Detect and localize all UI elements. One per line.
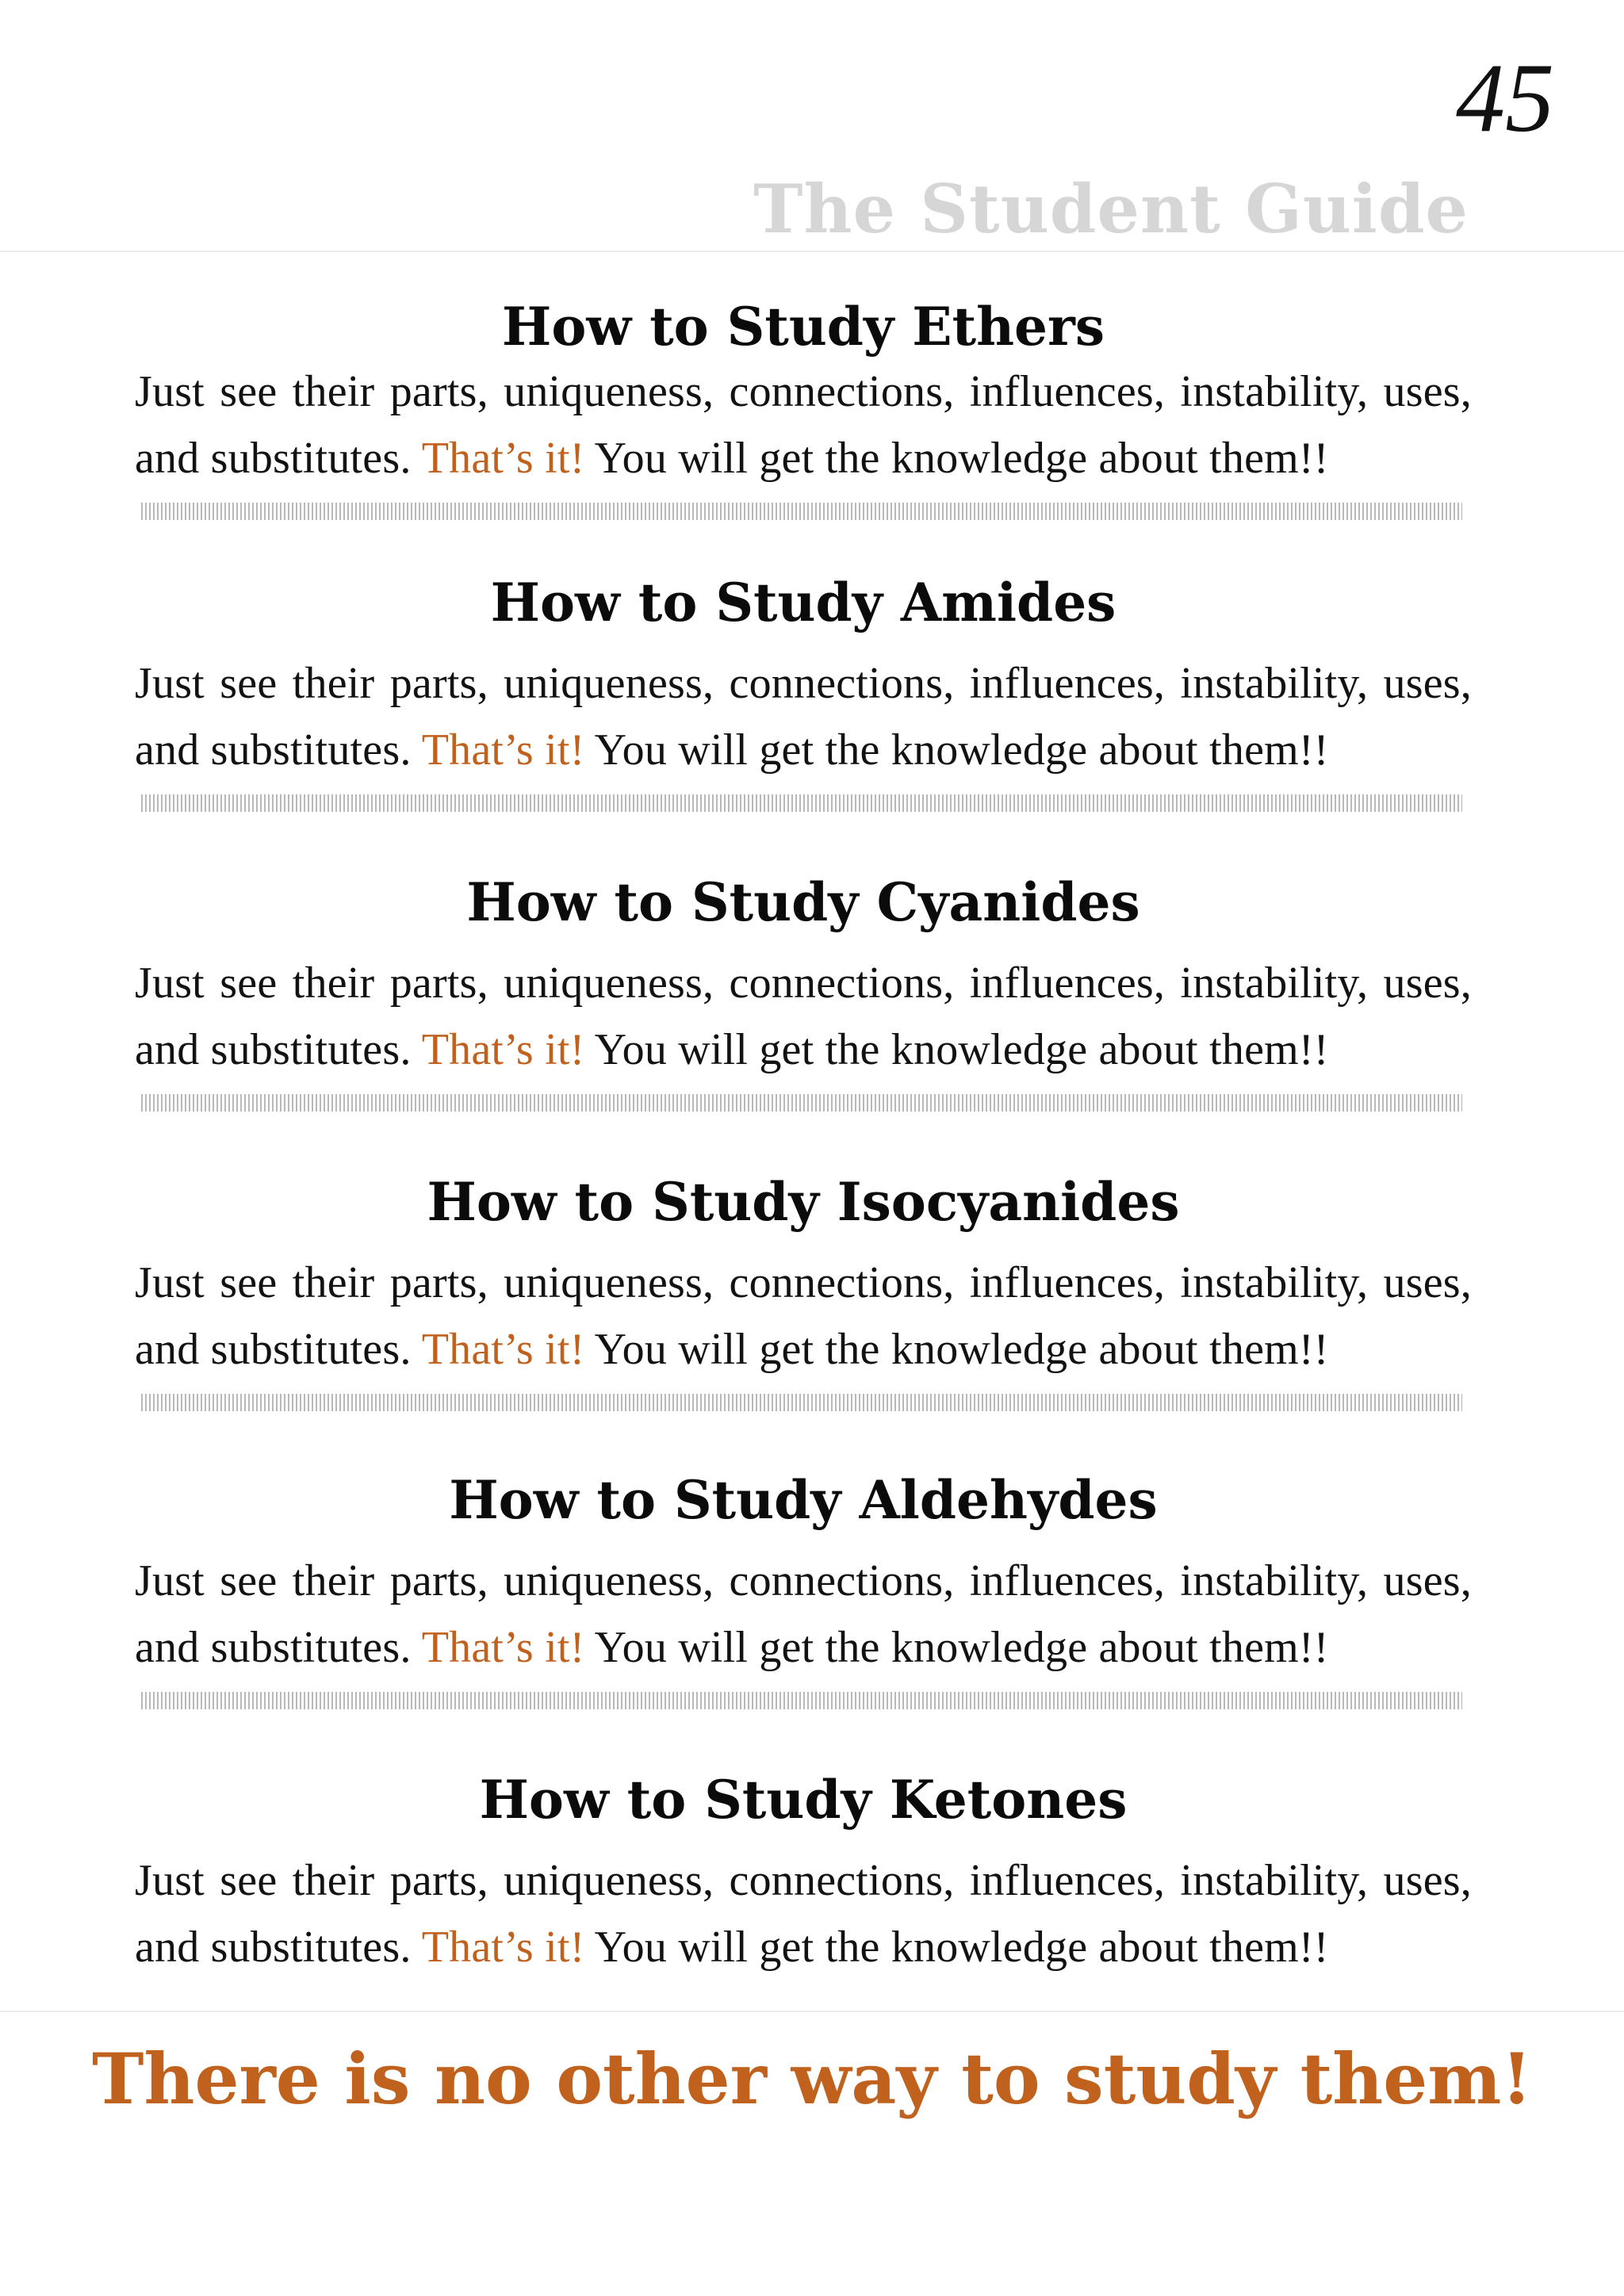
section-heading: How to Study Ethers: [502, 296, 1105, 358]
section-heading: How to Study Aldehydes: [449, 1469, 1158, 1531]
body-tail: You will get the knowledge about them!!: [594, 1325, 1329, 1374]
footer-rule: [0, 2011, 1624, 2012]
section-heading: How to Study Cyanides: [466, 871, 1140, 933]
body-lead: Just see their parts, uniqueness, connections, influences, instability, uses, and substitutes.: [135, 1556, 1472, 1672]
body-accent: That’s it!: [421, 1025, 585, 1074]
header-rule: [0, 251, 1624, 252]
body-accent: That’s it!: [421, 1325, 585, 1374]
section-ketones: [135, 1768, 1472, 1980]
body-tail: You will get the knowledge about them!!: [594, 725, 1329, 775]
section-body: [135, 650, 1472, 783]
section-cyanides: [135, 871, 1472, 1112]
body-accent: That’s it!: [421, 434, 585, 483]
body-tail: You will get the knowledge about them!!: [594, 1623, 1329, 1672]
section-divider: [141, 1094, 1462, 1112]
section-heading: How to Study Isocyanides: [427, 1171, 1180, 1233]
body-lead: Just see their parts, uniqueness, connections, influences, instability, uses, and substitutes.: [135, 1856, 1472, 1972]
closing-line: There is no other way to study them!: [91, 2038, 1533, 2120]
body-tail: You will get the knowledge about them!!: [594, 434, 1329, 483]
body-lead: Just see their parts, uniqueness, connections, influences, instability, uses, and substitutes.: [135, 959, 1472, 1074]
body-accent: That’s it!: [421, 1923, 585, 1972]
body-lead: Just see their parts, uniqueness, connections, influences, instability, uses, and substitutes.: [135, 659, 1472, 775]
section-isocyanides: [135, 1170, 1472, 1411]
section-divider: [141, 1394, 1462, 1411]
section-body: [135, 1249, 1472, 1383]
section-divider: [141, 1692, 1462, 1709]
section-aldehydes: [135, 1468, 1472, 1709]
section-ethers: [135, 295, 1472, 520]
section-body: [135, 1548, 1472, 1681]
section-amides: [135, 571, 1472, 812]
section-divider: [141, 794, 1462, 812]
running-title: The Student Guide: [753, 170, 1469, 248]
section-heading: How to Study Ketones: [479, 1769, 1128, 1831]
body-accent: That’s it!: [421, 1623, 585, 1672]
body-lead: Just see their parts, uniqueness, connections, influences, instability, uses, and substitutes.: [135, 1258, 1472, 1374]
body-accent: That’s it!: [421, 725, 585, 775]
page-number: 45: [1456, 44, 1554, 152]
section-divider: [141, 503, 1462, 520]
section-body: [135, 358, 1472, 492]
body-tail: You will get the knowledge about them!!: [594, 1025, 1329, 1074]
section-body: [135, 1847, 1472, 1980]
section-body: [135, 950, 1472, 1083]
body-tail: You will get the knowledge about them!!: [594, 1923, 1329, 1972]
section-heading: How to Study Amides: [490, 572, 1116, 633]
body-lead: Just see their parts, uniqueness, connections, influences, instability, uses, and substitutes.: [135, 367, 1472, 483]
